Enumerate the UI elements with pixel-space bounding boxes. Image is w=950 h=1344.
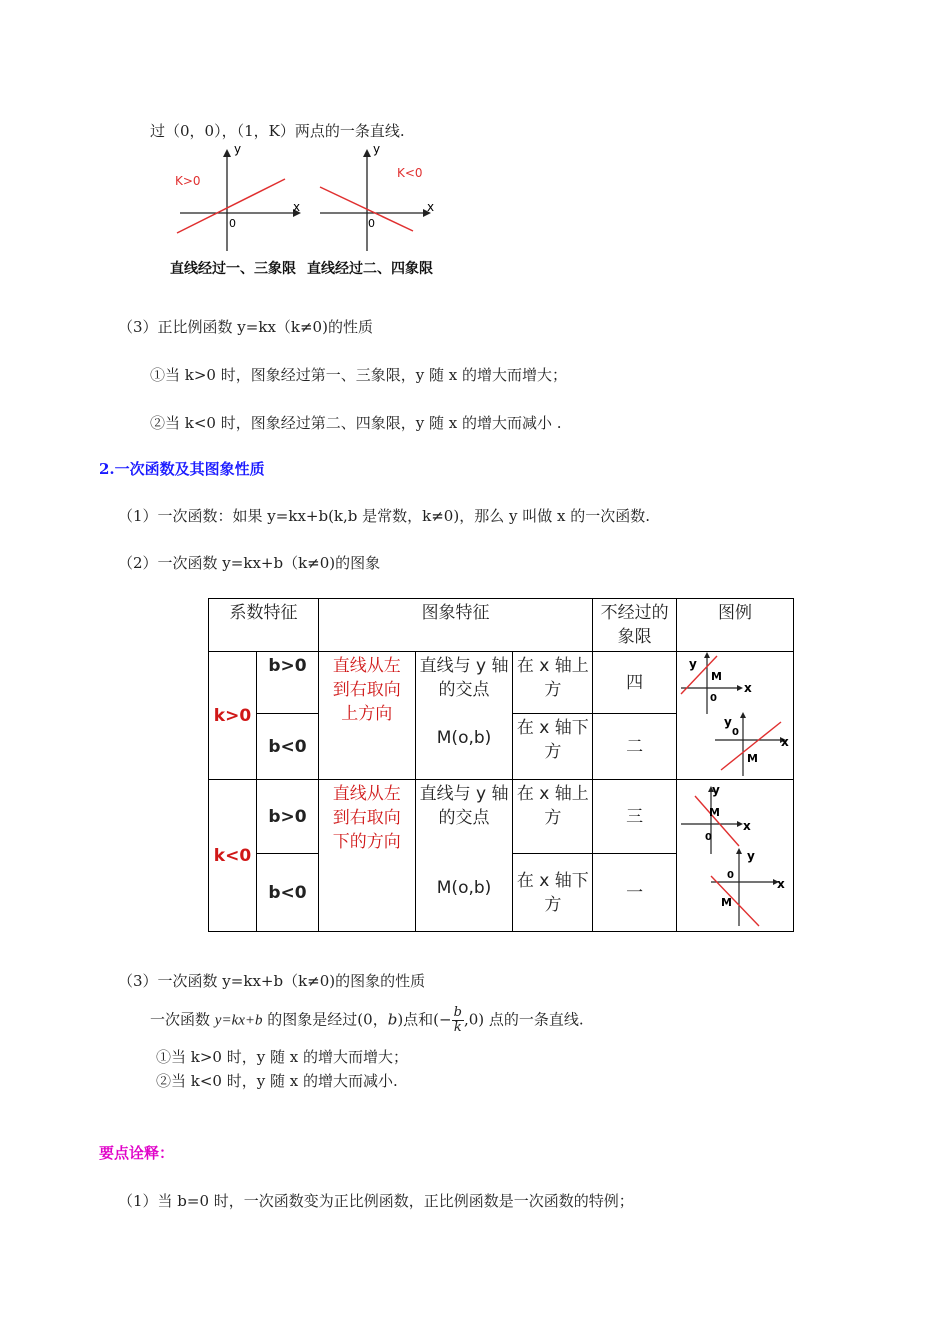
- left-y-arrow-icon: [223, 149, 231, 157]
- quadrant-kneg-bpos: 三: [593, 780, 677, 854]
- quadrant-kpos-bneg: 二: [593, 714, 677, 780]
- k-pos-dir-line3: 上方向: [341, 704, 393, 724]
- prop3-item2: ②当 k<0 时，图象经过第二、四象限，y 随 x 的增大而减小 .: [150, 414, 562, 432]
- legend-y: y: [746, 849, 755, 863]
- k-pos-dir-line1: 直线从左: [332, 656, 401, 676]
- statement-part-a: 一次函数: [150, 1010, 211, 1029]
- legend-m: M: [710, 670, 722, 683]
- legend-kneg-svg: [677, 780, 792, 930]
- header-quadrant: [593, 599, 677, 652]
- prop3-title: （3）正比例函数 y=kx（k≠0)的性质: [118, 318, 373, 336]
- k-pos-below: [513, 714, 593, 780]
- k-positive-cell: k>0: [209, 652, 257, 780]
- statement-part-d: 点的一条直线.: [488, 1010, 584, 1029]
- prop3-item1: ①当 k>0 时，图象经过第一、三象限，y 随 x 的增大而增大；: [150, 366, 567, 384]
- right-k-tag: K<0: [397, 166, 423, 180]
- statement-part-b: 的图象是经过(0，: [267, 1010, 388, 1029]
- legend-m: M: [708, 806, 720, 819]
- table-header-row: [209, 599, 794, 652]
- prop3b-item2: ②当 k<0 时，y 随 x 的增大而减小.: [156, 1072, 398, 1090]
- header-coefficient: 系数特征: [209, 599, 319, 652]
- k-negative-cell: k<0: [209, 780, 257, 932]
- quadrant-kneg-bneg: 一: [593, 854, 677, 932]
- k-neg-dir-line3: 下的方向: [332, 832, 401, 852]
- legend-kneg: [676, 780, 793, 932]
- k-neg-direction: [318, 780, 415, 932]
- section2-p2: （2）一次函数 y=kx+b（k≠0)的图象: [118, 554, 381, 572]
- b-negative-cell: b<0: [256, 714, 318, 780]
- b-positive-cell: b>0: [256, 652, 318, 714]
- legend-m: M: [746, 752, 758, 765]
- quadrant-kpos-bpos: 四: [593, 652, 677, 714]
- legend-x: x: [780, 735, 789, 749]
- legend-x: x: [742, 819, 751, 833]
- k-pos-intersect: [415, 652, 513, 780]
- table-row: [209, 780, 794, 854]
- k-pos-point: M(o,b): [436, 728, 492, 748]
- legend-y: y: [688, 657, 697, 671]
- k-pos-above-line1: 在 x 轴上: [516, 656, 589, 676]
- fraction-b-over-k: [452, 1006, 464, 1035]
- keypoints-heading: 要点诠释：: [99, 1144, 175, 1162]
- fraction-numerator: b: [453, 1005, 462, 1020]
- k-neg-intersect: [415, 780, 513, 932]
- b-positive-cell-2: b>0: [256, 780, 318, 854]
- legend-o: 0: [731, 727, 739, 738]
- legend-m: M: [720, 896, 732, 909]
- left-k-tag: K>0: [175, 174, 201, 188]
- legend-kpos: [676, 652, 793, 780]
- header-quadrant-line2: 象限: [617, 627, 652, 647]
- left-y-label: y: [234, 143, 242, 156]
- k-pos-intersect-line2: 的交点: [438, 680, 490, 700]
- k-pos-below-line2: 方: [544, 742, 562, 762]
- k-neg-dir-line1: 直线从左: [332, 784, 401, 804]
- intro-line: 过（0，0），（1，K）两点的一条直线.: [150, 122, 405, 140]
- section2-p1: （1）一次函数：如果 y=kx+b(k,b 是常数，k≠0)，那么 y 叫做 x 的一次函数.: [118, 507, 650, 525]
- arrow-icon: [736, 848, 742, 854]
- legend-o: 0: [709, 693, 717, 704]
- header-quadrant-line1: 不经过的: [600, 603, 669, 623]
- fraction-denominator: k: [453, 1020, 462, 1035]
- left-graph: [175, 143, 301, 251]
- statement-formula: y=kx+b: [214, 1012, 263, 1029]
- legend-kpos-svg: [677, 652, 792, 778]
- k-pos-above-line2: 方: [544, 680, 562, 700]
- k-pos-direction: [318, 652, 415, 780]
- section2-heading: 2.一次函数及其图象性质: [99, 460, 265, 478]
- statement-part-c: )点和(: [397, 1010, 440, 1029]
- k-neg-below-line1: 在 x 轴下: [516, 870, 589, 891]
- header-graph-feature: 图象特征: [318, 599, 592, 652]
- right-x-label: x: [427, 200, 435, 214]
- right-graph: [320, 143, 434, 251]
- header-legend: 图例: [676, 599, 793, 652]
- k-pos-above: [513, 652, 593, 714]
- prop3b-title: （3）一次函数 y=kx+b（k≠0)的图象的性质: [118, 972, 426, 990]
- k-neg-above-line1: 在 x 轴上: [516, 784, 589, 804]
- right-caption: 直线经过二、四象限: [307, 261, 433, 277]
- arrow-icon: [740, 712, 746, 718]
- left-x-label: x: [293, 200, 301, 214]
- prop3b-statement: [150, 1006, 584, 1035]
- legend-y: y: [711, 783, 720, 797]
- k-neg-dir-line2: 到右取向: [332, 808, 401, 828]
- right-origin-label: 0: [368, 217, 375, 230]
- statement-minus: −: [439, 1010, 452, 1029]
- statement-tail: ,0): [463, 1010, 485, 1029]
- k-neg-below-line2: 方: [544, 894, 562, 915]
- k-neg-below: [513, 854, 593, 932]
- arrow-icon: [737, 685, 743, 691]
- k-pos-dir-line2: 到右取向: [332, 680, 401, 700]
- legend-o: 0: [726, 870, 734, 881]
- k-neg-above: [513, 780, 593, 854]
- prop3b-item1: ①当 k>0 时，y 随 x 的增大而增大；: [156, 1048, 408, 1066]
- k-neg-point: M(o,b): [436, 878, 492, 898]
- legend-x: x: [776, 877, 785, 891]
- legend-y: y: [723, 715, 732, 729]
- right-y-arrow-icon: [363, 149, 371, 157]
- b-negative-cell-2: b<0: [256, 854, 318, 932]
- statement-b: b: [387, 1010, 398, 1029]
- k-neg-intersect-line2: 的交点: [438, 808, 490, 828]
- linear-function-table: [208, 598, 794, 932]
- arrow-icon: [704, 652, 710, 658]
- right-y-label: y: [373, 143, 381, 156]
- left-caption: 直线经过一、三象限: [170, 261, 296, 277]
- left-origin-label: 0: [229, 217, 236, 230]
- k-pos-intersect-line1: 直线与 y 轴: [419, 656, 509, 676]
- k-pos-below-line1: 在 x 轴下: [516, 718, 589, 738]
- legend-o: 0: [704, 832, 712, 843]
- table-row: [209, 652, 794, 714]
- keypoints-p1: （1）当 b=0 时，一次函数变为正比例函数，正比例函数是一次函数的特例；: [118, 1192, 634, 1210]
- k-neg-above-line2: 方: [544, 808, 562, 828]
- k-neg-intersect-line1: 直线与 y 轴: [419, 784, 509, 804]
- legend-x: x: [743, 681, 752, 695]
